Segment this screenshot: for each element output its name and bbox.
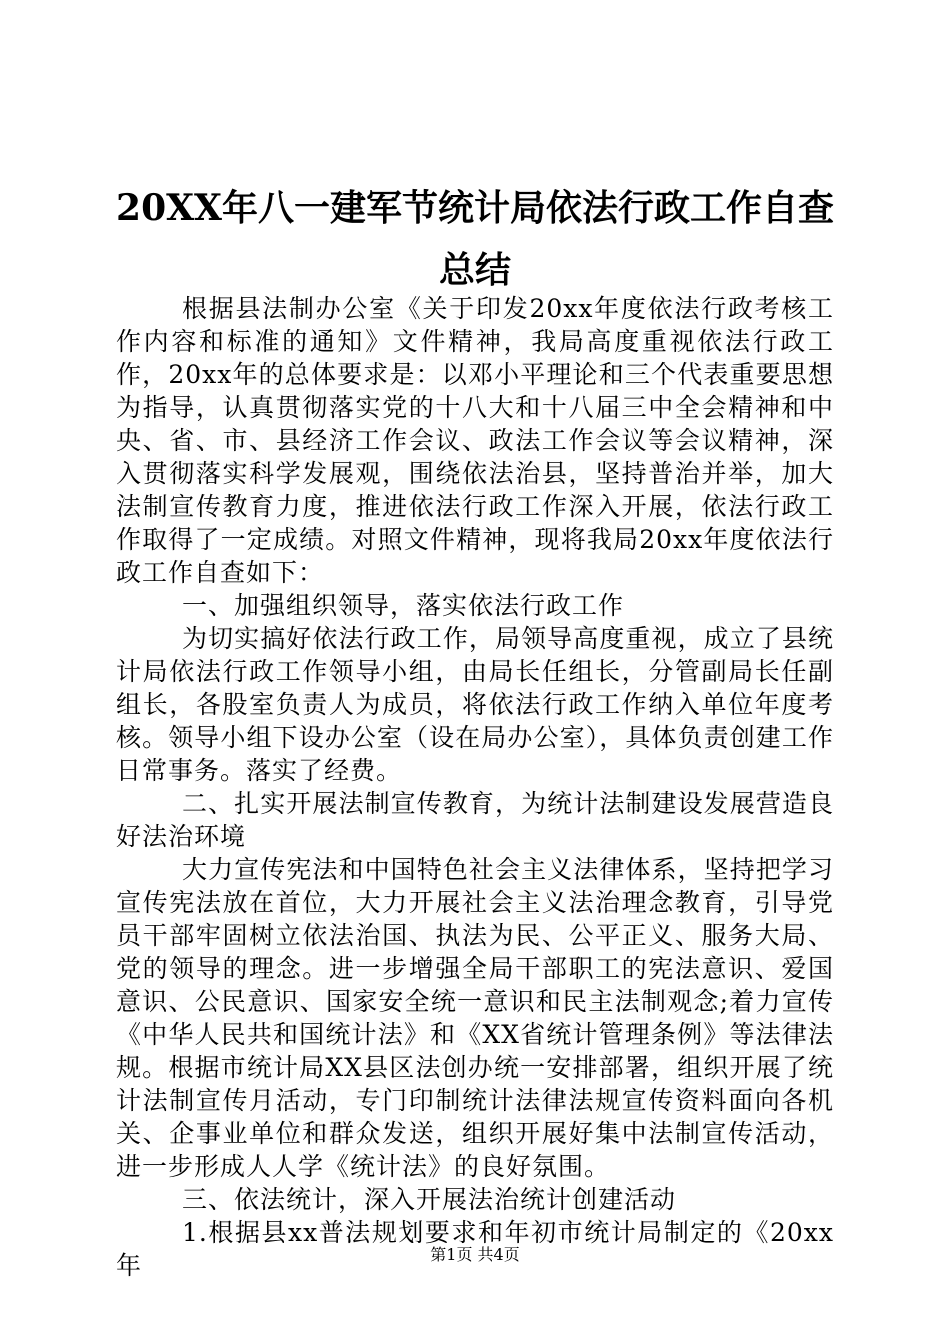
section-1-paragraph: 为切实搞好依法行政工作，局领导高度重视，成立了县统计局依法行政工作领导小组，由局长任组长，分管副局长任副组长，各股室负责人为成员，将依法行政工作纳入单位年度考核。领导小组下设办公室（设在局办公室），具体负责创建工作日常事务。落实了经费。 xyxy=(116,624,834,785)
document-title-line2: 总结 xyxy=(438,249,511,291)
section-heading-1: 一、加强组织领导，落实依法行政工作 xyxy=(182,591,625,620)
section-3-item-1: 1.根据县xx普法规划要求和年初市统计局制定的《20xx年 xyxy=(116,1218,834,1280)
section-heading-2: 二、扎实开展法制宣传教育，为统计法制建设发展营造良好法治环境 xyxy=(116,789,834,851)
document-title-line1: 20XX年八一建军节统计局依法行政工作自查 xyxy=(116,187,834,229)
intro-paragraph: 根据县法制办公室《关于印发20xx年度依法行政考核工作内容和标准的通知》文件精神，我局高度重视依法行政工作，20xx年的总体要求是：以邓小平理论和三个代表重要思想为指导，认真贯彻落实党的十八大和十八届三中全会精神和中央、省、市、县经济工作会议、政法工作会议等会议精神，深入贯彻落实科学发展观，围绕依法治县，坚持普治并举，加大法制宣传教育力度，推进依法行政工作深入开展，依法行政工作取得了一定成绩。对照文件精神，现将我局20xx年度依法行政工作自查如下： xyxy=(116,294,834,587)
section-heading-3: 三、依法统计，深入开展法治统计创建活动 xyxy=(182,1185,677,1214)
section-2-paragraph: 大力宣传宪法和中国特色社会主义法律体系，坚持把学习宣传宪法放在首位，大力开展社会主义法治理念教育，引导党员干部牢固树立依法治国、执法为民、公平正义、服务大局、党的领导的理念。进一步增强全局干部职工的宪法意识、爱国意识、公民意识、国家安全统一意识和民主法制观念;着力宣传《中华人民共和国统计法》和《XX省统计管理条例》等法律法规。根据市统计局XX县区法创办统一安排部署，组织开展了统计法制宣传月活动，专门印制统计法律法规宣传资料面向各机关、企事业单位和群众发送，组织开展好集中法制宣传活动，进一步形成人人学《统计法》的良好氛围。 xyxy=(116,855,834,1181)
page-footer: 第1页 共4页 xyxy=(430,1245,520,1264)
document-body xyxy=(116,292,834,1282)
